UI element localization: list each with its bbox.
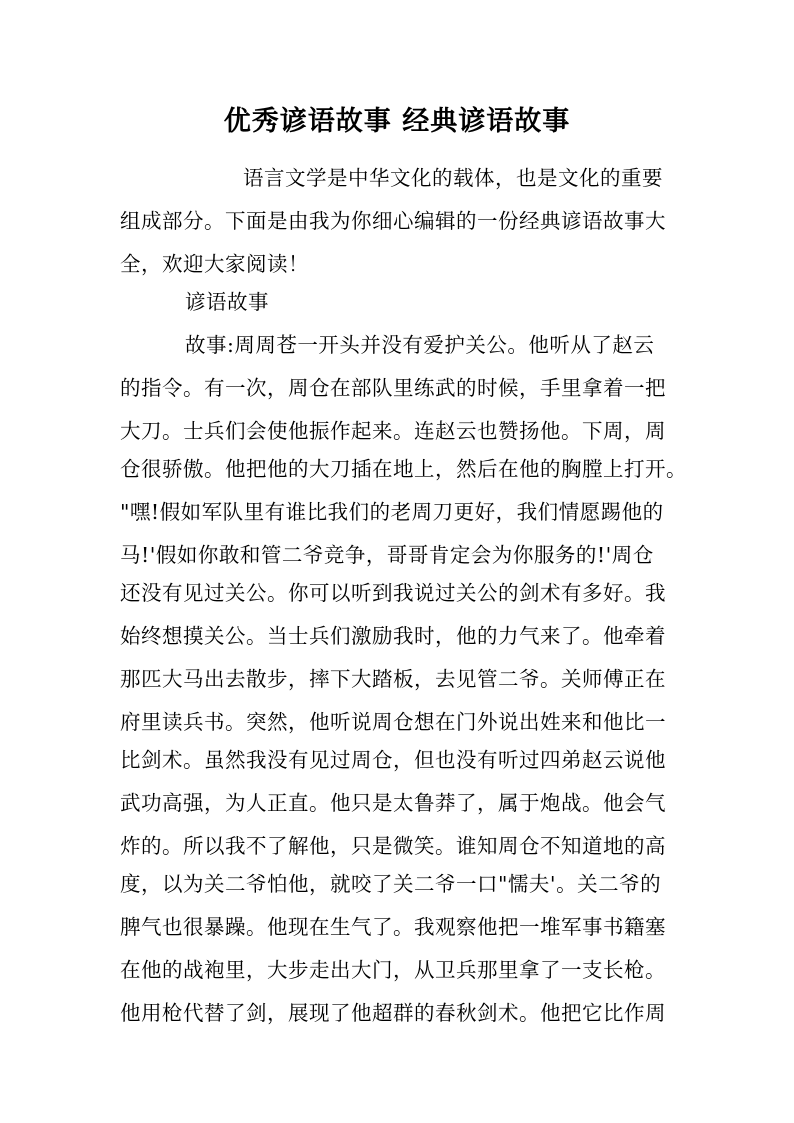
body-line: 还没有见过关公。你可以听到我说过关公的剑术有多好。我: [120, 581, 666, 605]
body-line: 大刀。士兵们会使他振作起来。连赵云也赞扬他。下周，周: [120, 419, 666, 443]
body-line: 度，以为关二爷怕他，就咬了关二爷一口"懦夫'。关二爷的: [120, 872, 662, 896]
body-line: 全，欢迎大家阅读！: [120, 252, 309, 276]
body-line: 比剑术。虽然我没有见过周仓，但也没有听过四弟赵云说他: [120, 748, 666, 772]
body-line: 府里读兵书。突然，他听说周仓想在门外说出姓来和他比一: [120, 710, 666, 734]
body-line: 故事:周周苍一开头并没有爱护关公。他听从了赵云: [185, 333, 655, 357]
body-line: 那匹大马出去散步，摔下大踏板，去见管二爷。关师傅正在: [120, 667, 666, 691]
body-line: 始终想摸关公。当士兵们激励我时，他的力气来了。他牵着: [120, 624, 666, 648]
body-line: 他用枪代替了剑，展现了他超群的春秋剑术。他把它比作周: [120, 1001, 666, 1025]
body-line: 在他的战袍里，大步走出大门，从卫兵那里拿了一支长枪。: [120, 958, 666, 982]
body-line: 语言文学是中华文化的载体，也是文化的重要: [243, 166, 663, 190]
body-line: 武功高强，为人正直。他只是太鲁莽了，属于炮战。他会气: [120, 791, 666, 815]
body-line: 脾气也很暴躁。他现在生气了。我观察他把一堆军事书籍塞: [120, 915, 666, 939]
document-title: 优秀谚语故事 经典谚语故事: [223, 106, 571, 137]
body-line: 炸的。所以我不了解他，只是微笑。谁知周仓不知道地的高: [120, 834, 666, 858]
section-heading: 谚语故事: [185, 290, 269, 314]
body-line: "嘿!假如军队里有谁比我们的老周刀更好，我们情愿踢他的: [120, 500, 664, 524]
body-line: 的指令。有一次，周仓在部队里练武的时候，手里拿着一把: [120, 376, 666, 400]
body-line: 组成部分。下面是由我为你细心编辑的一份经典谚语故事大: [120, 209, 666, 233]
body-line: 马!'假如你敢和管二爷竞争，哥哥肯定会为你服务的!'周仓: [120, 543, 654, 567]
body-line: 仓很骄傲。他把他的大刀插在地上，然后在他的胸膛上打开。: [120, 457, 687, 481]
